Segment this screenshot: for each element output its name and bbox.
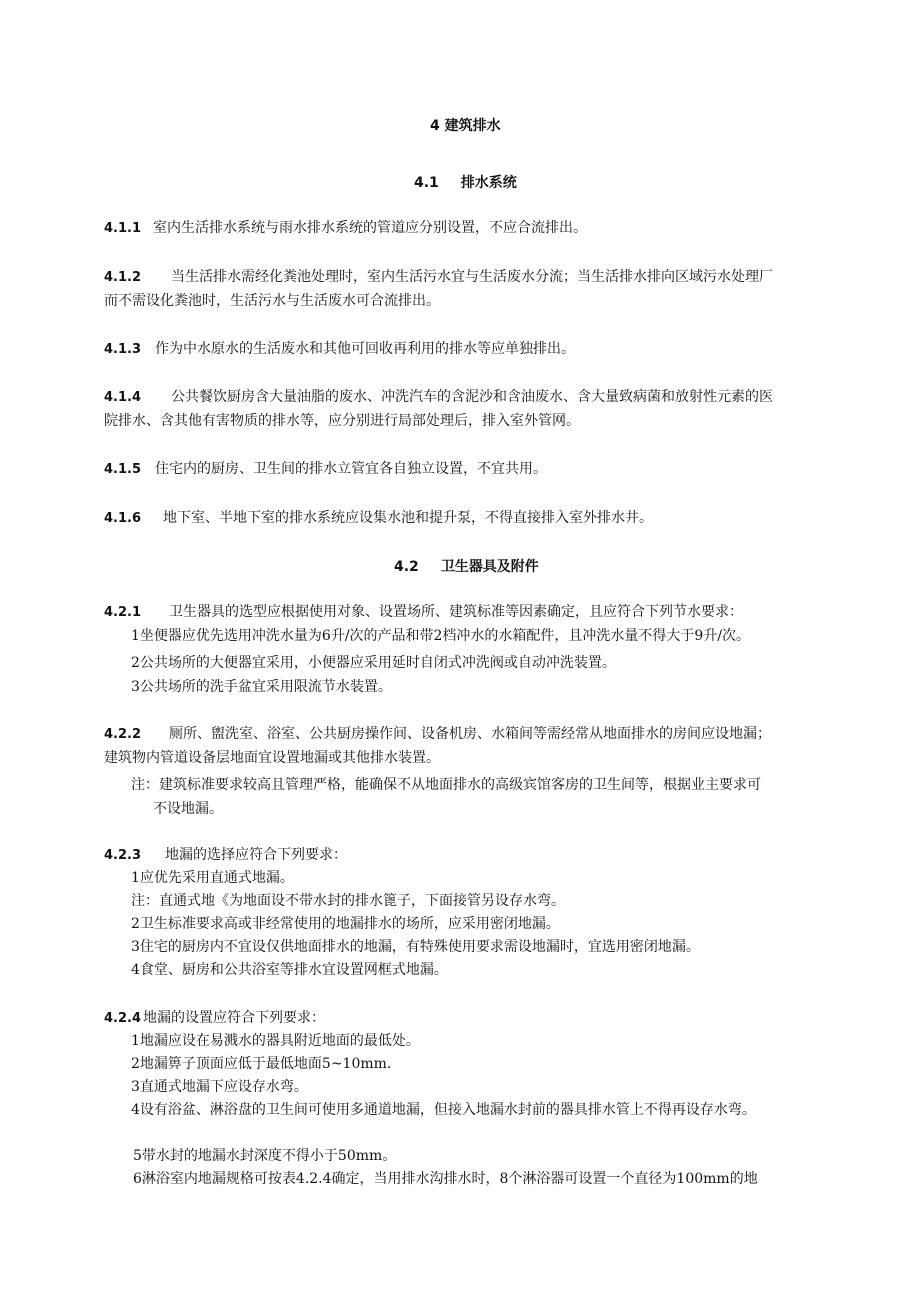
clause-text: 地漏的设置应符合下列要求： bbox=[143, 1010, 326, 1026]
chapter-title: 4 建筑排水 bbox=[430, 118, 501, 134]
clause-4-1-1 bbox=[104, 216, 587, 241]
clause-number: 4.1.3 bbox=[104, 342, 142, 357]
clause-number: 4.1.5 bbox=[104, 462, 142, 477]
clause-number: 4.1.1 bbox=[104, 221, 142, 236]
clause-text: 室内生活排水系统与雨水排水系统的管道应分别设置，不应合流排出。 bbox=[153, 220, 588, 236]
clause-text-line1: 当生活排水需经化粪池处理时，室内生活污水宜与生活废水分流；当生活排水排向区域污水处理厂 bbox=[171, 269, 774, 285]
clause-4-1-4 bbox=[104, 385, 773, 410]
list-item: 1应优先采用直通式地漏。 bbox=[131, 870, 294, 886]
clause-text-line1: 公共餐饮厨房含大量油脂的废水、冲洗汽车的含泥沙和含油废水、含大量致病菌和放射性元素的医 bbox=[171, 389, 774, 405]
clause-4-2-4 bbox=[104, 1006, 325, 1031]
clause-text: 住宅内的厨房、卫生间的排水立管宜各自独立设置，不宜共用。 bbox=[155, 461, 548, 477]
clause-text-line1: 厕所、盥洗室、浴室、公共厨房操作间、设备机房、水箱间等需经常从地面排水的房间应设地漏； bbox=[169, 726, 772, 742]
clause-number: 4.2.2 bbox=[104, 727, 142, 742]
section-number: 4.1 bbox=[414, 175, 439, 191]
list-item: 2地漏箅子顶面应低于最低地面5~10mm. bbox=[131, 1056, 392, 1072]
clause-number: 4.2.1 bbox=[104, 605, 142, 620]
list-item: 5带水封的地漏水封深度不得小于50mm。 bbox=[133, 1148, 397, 1164]
section-number: 4.2 bbox=[394, 559, 419, 575]
clause-4-1-5 bbox=[104, 457, 547, 482]
section-title: 排水系统 bbox=[460, 175, 517, 191]
list-item: 2公共场所的大便器宜采用，小便器应采用延时自闭式冲洗阀或自动冲洗装置。 bbox=[131, 655, 616, 671]
clause-4-1-4-line2: 院排水、含其他有害物质的排水等，应分别进行局部处理后，排入室外管网。 bbox=[104, 413, 580, 429]
clause-4-2-2 bbox=[104, 722, 771, 747]
list-item: 1坐便器应优先选用冲洗水量为6升/次的产品和带2档冲水的水箱配件，且冲洗水量不得大于9升/次。 bbox=[131, 628, 751, 644]
clause-text: 地下室、半地下室的排水系统应设集水池和提升泵，不得直接排入室外排水井。 bbox=[163, 510, 654, 526]
clause-text: 卫生器具的选型应根据使用对象、设置场所、建筑标准等因素确定，且应符合下列节水要求： bbox=[169, 604, 744, 620]
list-item: 4食堂、厨房和公共浴室等排水宜设置网框式地漏。 bbox=[131, 962, 448, 978]
clause-4-2-3 bbox=[104, 843, 347, 868]
clause-4-2-2-line2: 建筑物内管道设备层地面宜设置地漏或其他排水装置。 bbox=[104, 750, 440, 766]
clause-4-1-6 bbox=[104, 506, 653, 531]
list-item: 2卫生标准要求高或非经常使用的地漏排水的场所，应采用密闭地漏。 bbox=[131, 916, 560, 932]
clause-number: 4.1.6 bbox=[104, 511, 142, 526]
clause-4-2-1 bbox=[104, 600, 743, 625]
clause-number: 4.1.2 bbox=[104, 270, 142, 285]
list-item: 注：直通式地《为地面设不带水封的排水篦子，下面接管另设存水弯。 bbox=[131, 893, 565, 909]
list-item: 4设有浴盆、淋浴盘的卫生间可使用多通道地漏，但接入地漏水封前的器具排水管上不得再设存水弯。 bbox=[131, 1102, 756, 1118]
clause-text: 作为中水原水的生活废水和其他可回收再利用的排水等应单独排出。 bbox=[155, 341, 576, 357]
list-item: 6淋浴室内地漏规格可按表4.2.4确定，当用排水沟排水时，8个淋浴器可设置一个直径为100mm的地 bbox=[133, 1171, 758, 1187]
clause-4-1-3 bbox=[104, 337, 575, 362]
clause-number: 4.1.4 bbox=[104, 390, 142, 405]
list-item: 1地漏应设在易溅水的器具附近地面的最低处。 bbox=[131, 1033, 420, 1049]
list-item: 3住宅的厨房内不宜设仅供地面排水的地漏，有特殊使用要求需设地漏时，宜选用密闭地漏。 bbox=[131, 939, 700, 955]
clause-text: 地漏的选择应符合下列要求： bbox=[165, 847, 348, 863]
clause-4-1-2-line2: 而不需设化粪池时，生活污水与生活废水可合流排出。 bbox=[104, 293, 440, 309]
clause-number: 4.2.3 bbox=[104, 848, 142, 863]
section-4-2-heading bbox=[394, 556, 539, 576]
section-title: 卫生器具及附件 bbox=[440, 559, 539, 575]
list-item: 3公共场所的洗手盆宜采用限流节水装置。 bbox=[131, 679, 392, 695]
note-line1: 注：建筑标准要求较高且管理严格，能确保不从地面排水的高级宾馆客房的卫生间等，根据业主要求可 bbox=[131, 777, 761, 793]
clause-number: 4.2.4 bbox=[104, 1011, 142, 1026]
clause-4-1-2 bbox=[104, 265, 773, 290]
section-4-1-heading bbox=[414, 172, 517, 192]
list-item: 3直通式地漏下应设存水弯。 bbox=[131, 1079, 308, 1095]
note-line2: 不设地漏。 bbox=[153, 801, 223, 817]
